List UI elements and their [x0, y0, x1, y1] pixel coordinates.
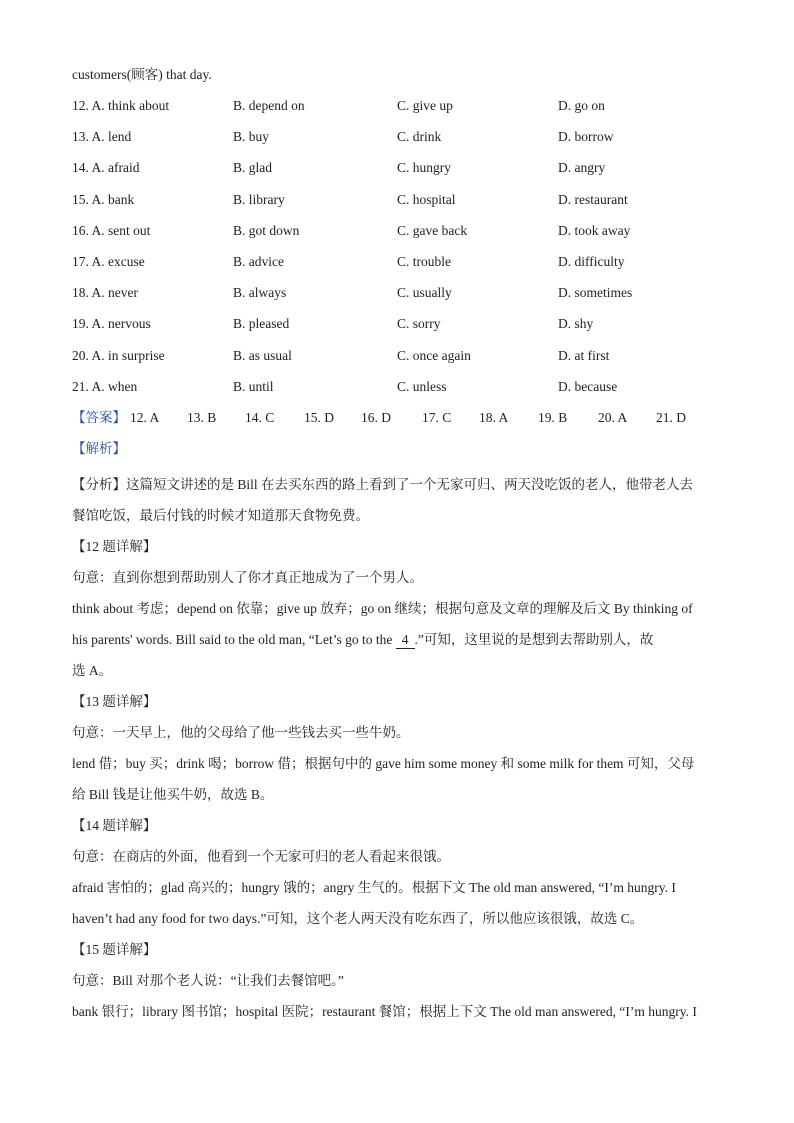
detail-text — [72, 624, 724, 655]
option-d: D. at first — [558, 347, 610, 363]
option-a: 13. A. lend — [72, 129, 132, 145]
option-b: B. always — [233, 285, 287, 301]
question-row — [72, 282, 724, 304]
option-c: C. gave back — [397, 222, 468, 238]
detail-meaning: 句意：一天早上，他的父母给了他一些钱去买一些牛奶。 — [72, 724, 410, 740]
question-row — [72, 345, 724, 367]
answer-item: 15. D — [304, 409, 334, 425]
option-c: C. unless — [397, 378, 447, 394]
option-a: 17. A. excuse — [72, 253, 145, 269]
option-a: 15. A. bank — [72, 191, 135, 207]
question-row — [72, 189, 724, 211]
answer-item: 19. B — [538, 409, 568, 425]
option-c: C. usually — [397, 285, 452, 301]
question-list — [72, 95, 724, 398]
question-row — [72, 95, 724, 117]
option-b: B. buy — [233, 129, 270, 145]
detail-meaning: 句意：直到你想到帮助别人了你才真正地成为了一个男人。 — [72, 569, 423, 585]
option-d: D. because — [558, 378, 618, 394]
answer-item: 16. D — [361, 409, 391, 425]
detail-13 — [72, 686, 724, 810]
detail-text: afraid 害怕的；glad 高兴的；hungry 饿的；angry 生气的。根据下文 The old man answered, “I’m hungry. I — [72, 879, 676, 895]
option-d: D. shy — [558, 316, 594, 332]
detail-14 — [72, 810, 724, 934]
option-d: D. sometimes — [558, 285, 633, 301]
option-b: B. depend on — [233, 98, 305, 113]
question-row — [72, 220, 724, 242]
answer-item: 18. A — [479, 409, 509, 425]
option-a: 16. A. sent out — [72, 222, 151, 238]
option-d: D. difficulty — [558, 253, 625, 269]
option-c: C. trouble — [397, 253, 451, 269]
option-a: 14. A. afraid — [72, 160, 140, 176]
detail-text: 给 Bill 钱是让他买牛奶，故选 B。 — [72, 786, 274, 802]
document-page — [72, 64, 724, 1027]
analysis-tag: 【解析】 — [72, 440, 126, 456]
option-b: B. got down — [233, 222, 300, 238]
option-d: D. took away — [558, 222, 631, 238]
summary-line: 餐馆吃饭，最后付钱的时候才知道那天食物免费。 — [72, 507, 369, 523]
detail-text-part: .”可知，这里说的是想到去帮助别人，故 — [414, 631, 654, 647]
option-b: B. library — [233, 191, 285, 207]
answer-item: 13. B — [187, 409, 217, 425]
option-a: 21. A. when — [72, 378, 138, 394]
question-row — [72, 126, 724, 148]
detail-title: 【14 题详解】 — [72, 817, 157, 833]
question-row — [72, 251, 724, 273]
detail-title: 【13 题详解】 — [72, 693, 157, 709]
option-c: C. hospital — [397, 191, 456, 207]
option-c: C. drink — [397, 129, 442, 145]
answer-item: 20. A — [598, 409, 628, 425]
detail-text: 选 A。 — [72, 662, 113, 678]
detail-text: haven’t had any food for two days.”可知，这个老人两天没有吃东西了，所以他应该很饿，故选 C。 — [72, 910, 644, 926]
option-a: 20. A. in surprise — [72, 347, 165, 363]
detail-meaning: 句意：Bill 对那个老人说：“让我们去餐馆吧。” — [72, 972, 344, 988]
question-row — [72, 313, 724, 335]
detail-15 — [72, 934, 724, 1027]
option-d: D. restaurant — [558, 191, 628, 207]
answer-item: 21. D — [656, 409, 686, 425]
detail-text: think about 考虑；depend on 依靠；give up 放弃；go on 继续；根据句意及文章的理解及后文 By thinking of — [72, 600, 693, 616]
option-c: C. once again — [397, 347, 471, 363]
option-b: B. glad — [233, 160, 272, 176]
detail-text: lend 借；buy 买；drink 喝；borrow 借；根据句中的 gave him some money 和 some milk for them 可知，父母 — [72, 755, 695, 771]
question-row — [72, 376, 724, 398]
option-d: D. borrow — [558, 129, 614, 145]
answer-item: 12. A — [130, 409, 160, 425]
answer-item: 17. C — [422, 409, 452, 425]
option-c: C. sorry — [397, 316, 441, 332]
option-d: D. go on — [558, 98, 605, 113]
fill-blank: 4 — [396, 632, 415, 649]
summary-text: 这篇短文讲述的是 Bill 在去买东西的路上看到了一个无家可归、两天没吃饭的老人，他带老人去 — [126, 476, 694, 492]
intro-line: customers(顾客) that day. — [72, 67, 212, 82]
option-b: B. advice — [233, 253, 284, 269]
detail-text: bank 银行；library 图书馆；hospital 医院；restaurant 餐馆；根据上下文 The old man answered, “I’m hungry. I — [72, 1003, 697, 1019]
detail-title: 【15 题详解】 — [72, 941, 157, 957]
option-b: B. pleased — [233, 316, 290, 332]
answer-item: 14. C — [245, 409, 275, 425]
option-a: 12. A. think about — [72, 98, 170, 113]
option-b: B. as usual — [233, 347, 292, 363]
option-d: D. angry — [558, 160, 606, 176]
option-b: B. until — [233, 378, 274, 394]
summary-line — [72, 469, 724, 500]
detail-title: 【12 题详解】 — [72, 538, 157, 554]
detail-12 — [72, 531, 724, 686]
summary-tag: 【分析】 — [72, 476, 126, 492]
answer-row — [72, 407, 724, 429]
option-c: C. hungry — [397, 160, 451, 176]
summary-block — [72, 469, 724, 531]
option-a: 18. A. never — [72, 285, 138, 301]
answer-tag: 【答案】 — [72, 409, 126, 425]
detail-text-part: his parents' words. Bill said to the old man, “Let’s go to the — [72, 631, 396, 647]
option-a: 19. A. nervous — [72, 316, 151, 332]
question-row — [72, 157, 724, 179]
detail-meaning: 句意：在商店的外面，他看到一个无家可归的老人看起来很饿。 — [72, 848, 450, 864]
option-c: C. give up — [397, 98, 453, 113]
